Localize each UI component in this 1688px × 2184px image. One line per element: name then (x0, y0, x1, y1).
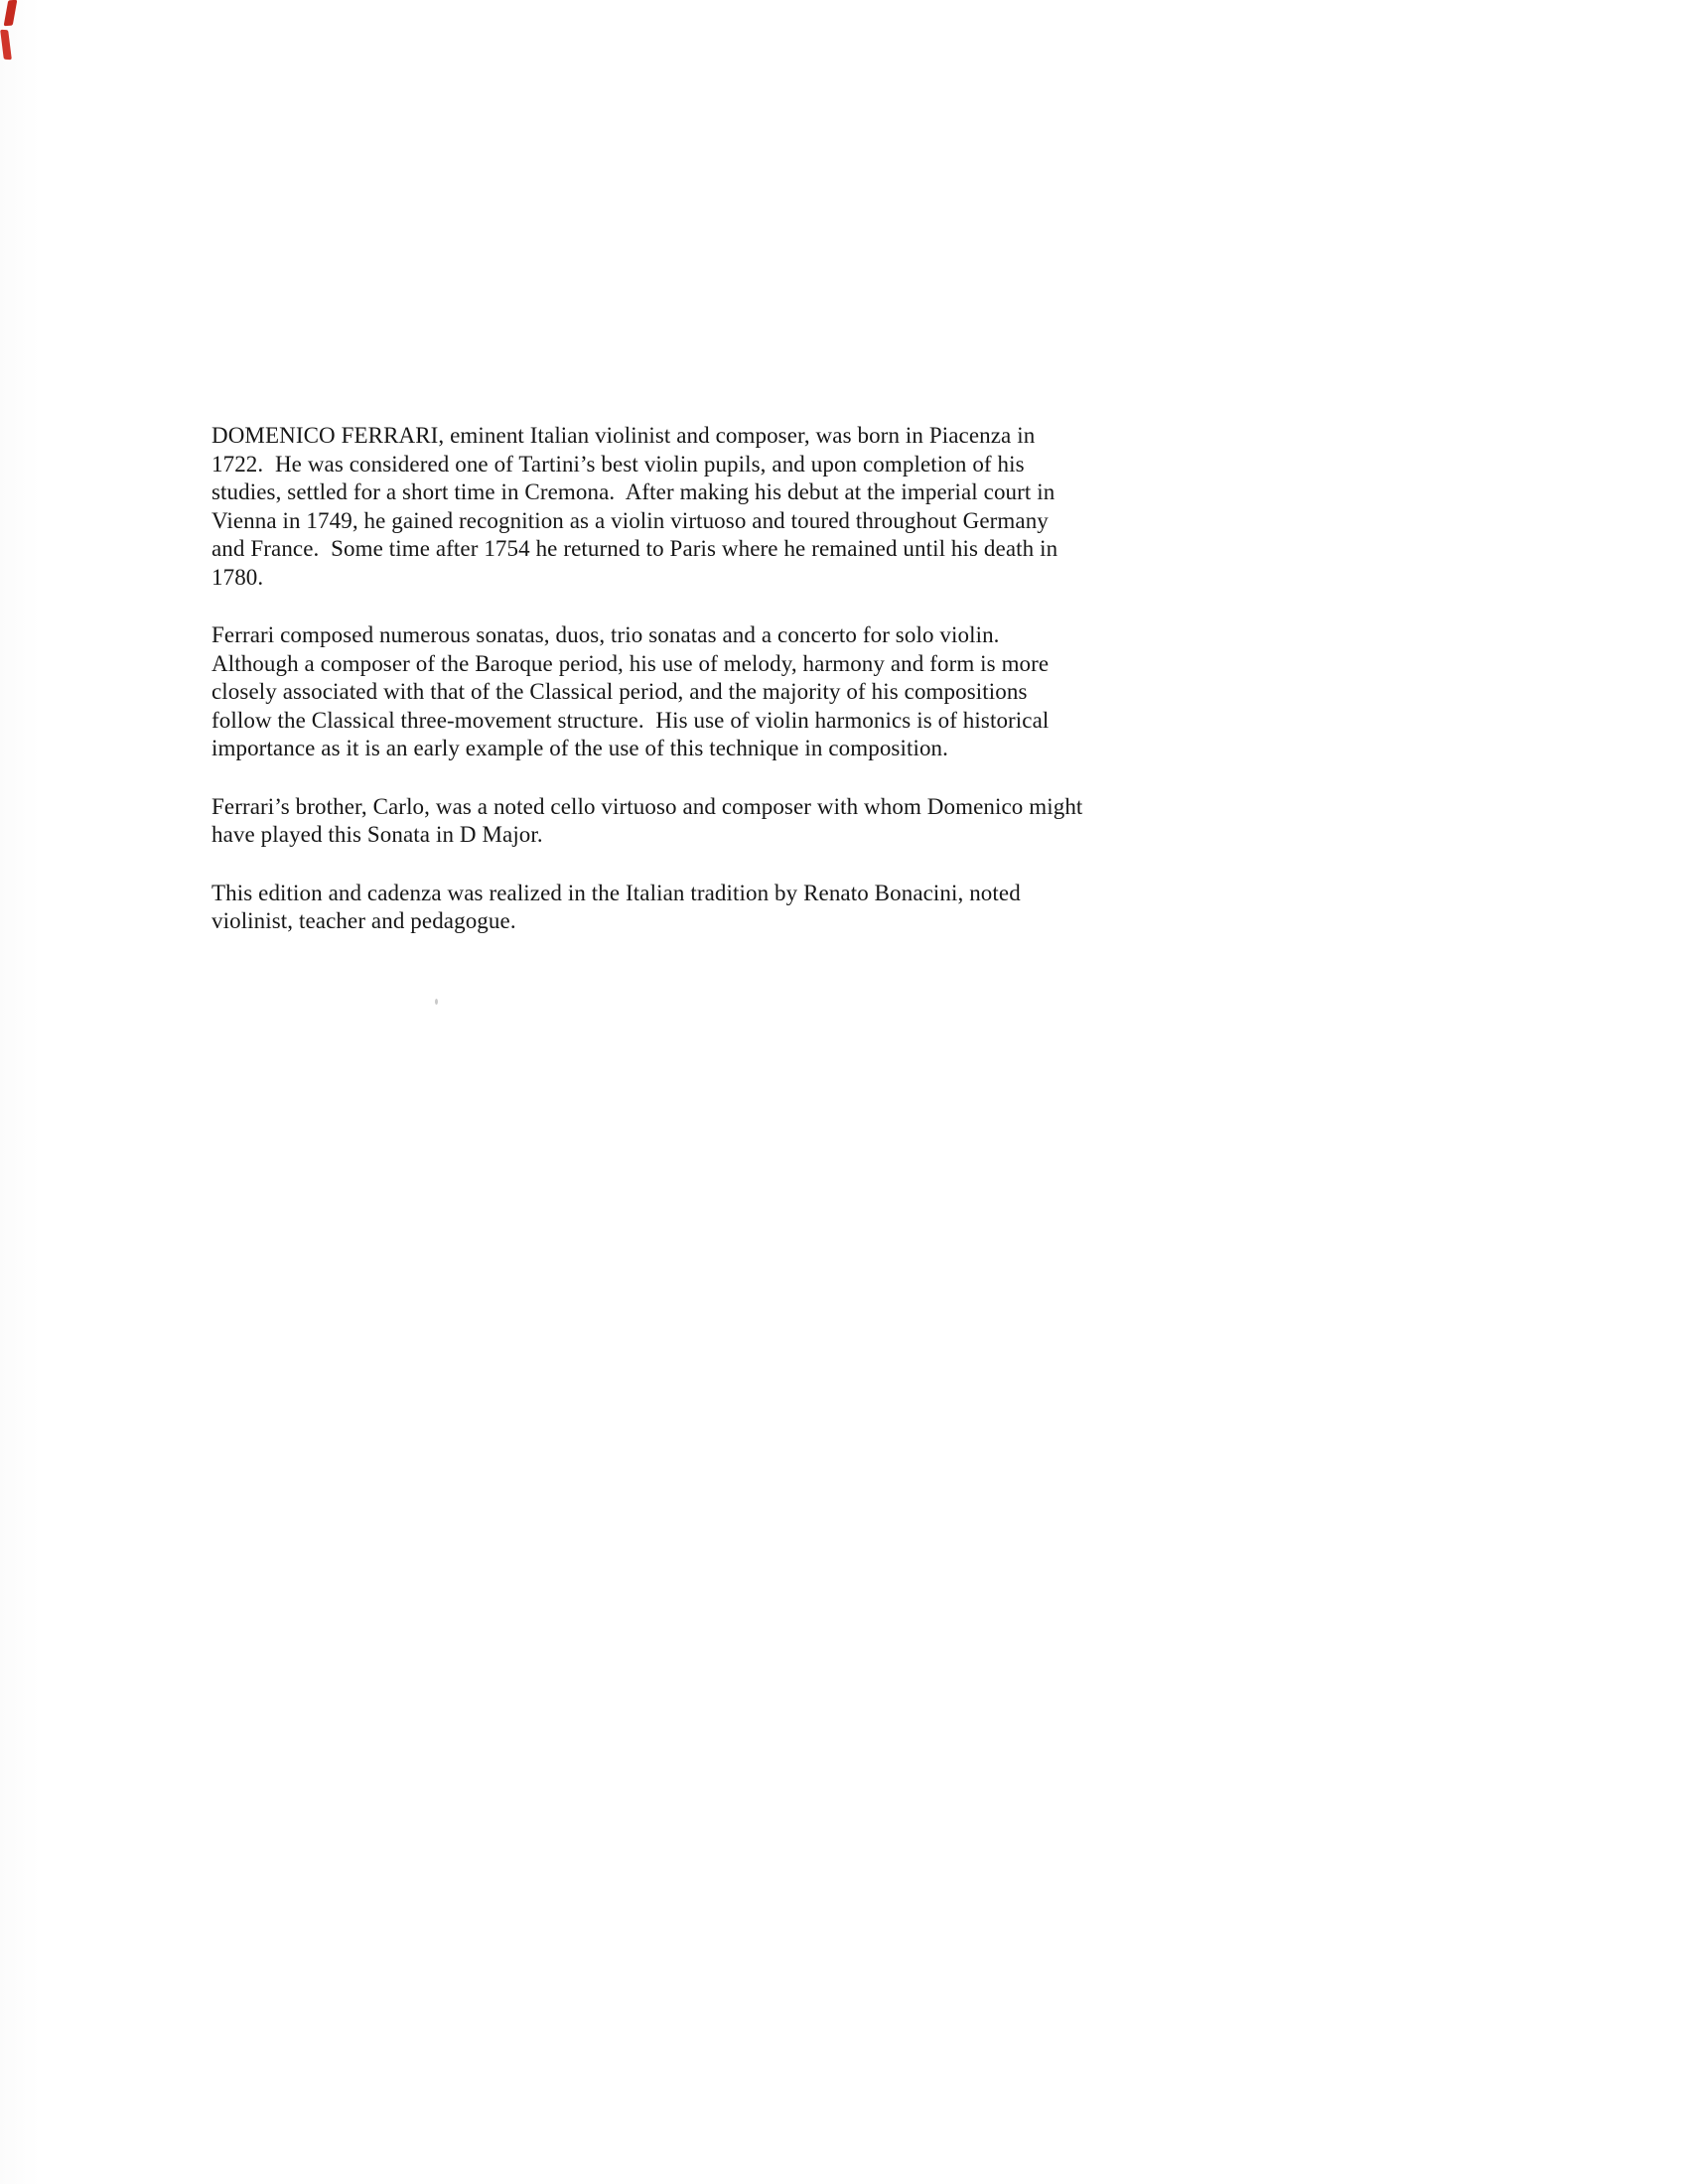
paragraph-compositional-style: Ferrari composed numerous sonatas, duos, trio sonatas and a concerto for solo violin. Although a composer of the Baroque period, his use of melody, harmony and form is more closely associated with that of the Classical period, and the majority of his compositions follow the Classical three-movement structure. His use of violin harmonics is of historical importance as it is an early example of the use of this technique in composition. (211, 622, 1055, 760)
paragraph-edition-credit: This edition and cadenza was realized in the Italian tradition by Renato Bonacini, noted violinist, teacher and pedagogue. (211, 880, 1027, 933)
red-scan-artifact-mark (0, 30, 12, 60)
paragraph-biography-early-life: DOMENICO FERRARI, eminent Italian violinist and composer, was born in Piacenza in 1722. He was considered one of Tartini’s best violin pupils, and upon completion of his studies, settled for a short time in Cremona. After making his debut at the imperial court in Vienna in 1749, he gained recognition as a violin virtuoso and toured throughout Germany and France. Some time after 1754 he returned to Paris where he remained until his death in 1780. (211, 423, 1064, 590)
red-scan-artifact-mark (4, 0, 18, 26)
paragraph-brother-carlo: Ferrari’s brother, Carlo, was a noted cello virtuoso and composer with whom Domenico might have played this Sonata in D Major. (211, 793, 1089, 847)
program-note-text-block (211, 422, 1087, 966)
scan-speck-artifact (435, 999, 438, 1005)
